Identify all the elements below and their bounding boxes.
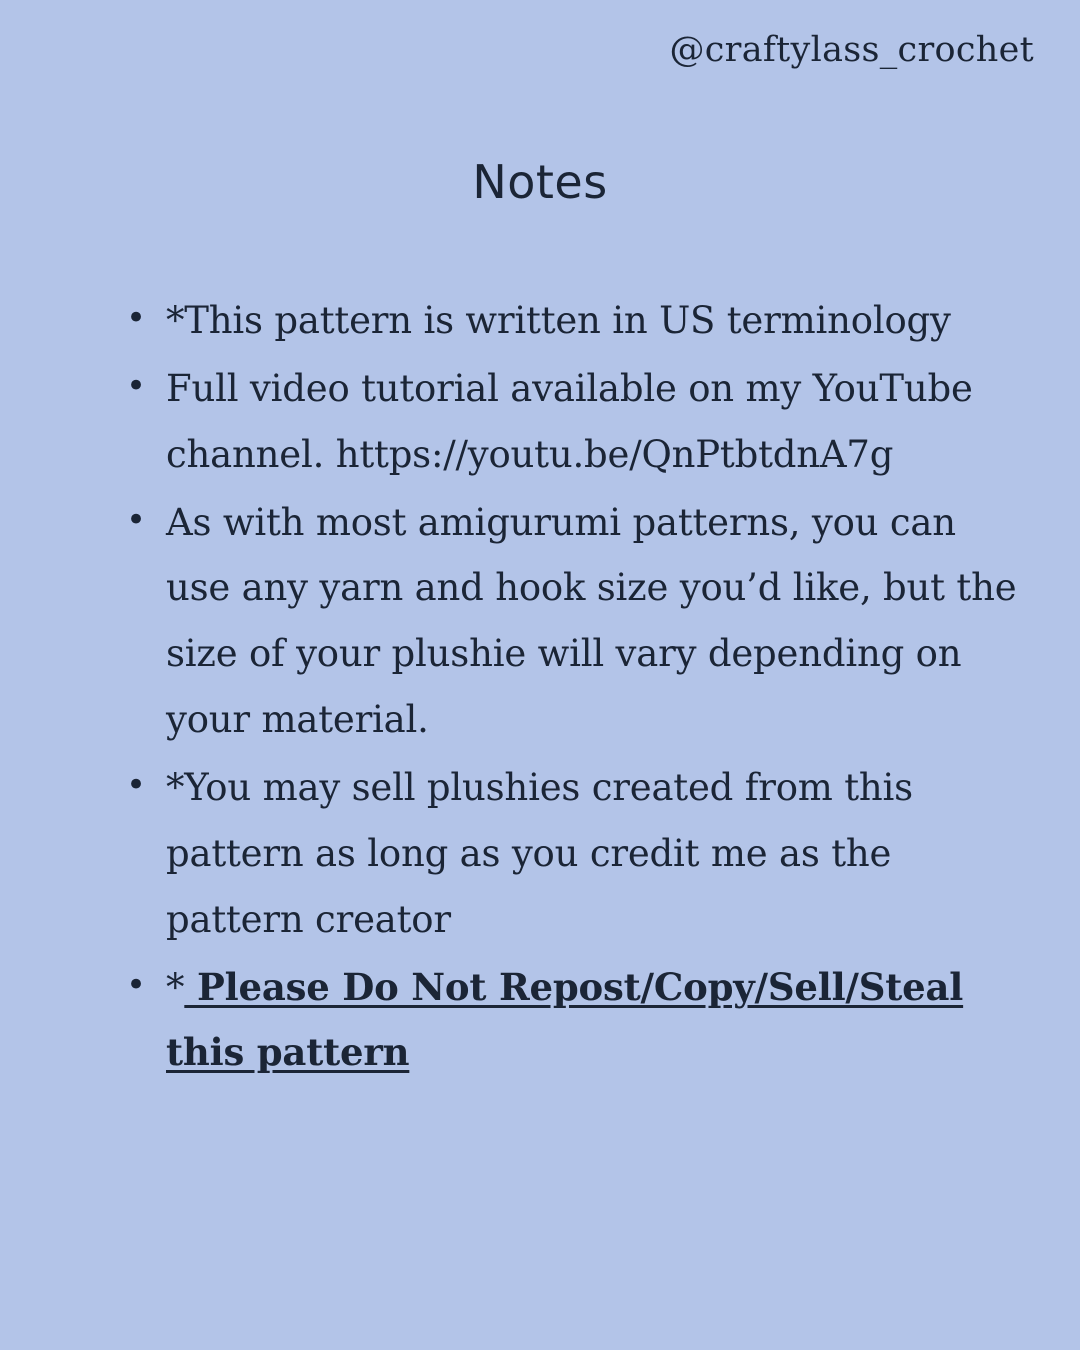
page-title: Notes bbox=[472, 155, 608, 209]
list-item-text: Full video tutorial available on my YouTube channel. https://youtu.be/QnPtbtdnA7g bbox=[166, 366, 973, 476]
list-item-text: *This pattern is written in US terminology bbox=[166, 299, 951, 342]
asterisk-marker: * bbox=[166, 965, 185, 1009]
bullet-icon: • bbox=[126, 964, 146, 1005]
list-item-text: As with most amigurumi patterns, you can use any yarn and hook size you’d like, but the size of your plushie will vary depending on your material. bbox=[166, 500, 1017, 742]
list-item bbox=[118, 356, 1018, 488]
list-item-text: Please Do Not Repost/Copy/Sell/Steal this pattern bbox=[166, 964, 964, 1075]
list-item bbox=[118, 288, 1018, 354]
list-item-warning bbox=[118, 955, 1018, 1087]
bullet-icon: • bbox=[126, 499, 146, 540]
account-handle: @craftylass_crochet bbox=[669, 30, 1034, 70]
bullet-icon: • bbox=[126, 298, 146, 338]
list-item-text: *You may sell plushies created from this pattern as long as you credit me as the pattern creator bbox=[166, 766, 913, 941]
bullet-icon: • bbox=[126, 365, 146, 406]
notes-list bbox=[118, 288, 1018, 1088]
bullet-icon: • bbox=[126, 765, 146, 806]
list-item bbox=[118, 755, 1018, 953]
list-item bbox=[118, 490, 1018, 753]
